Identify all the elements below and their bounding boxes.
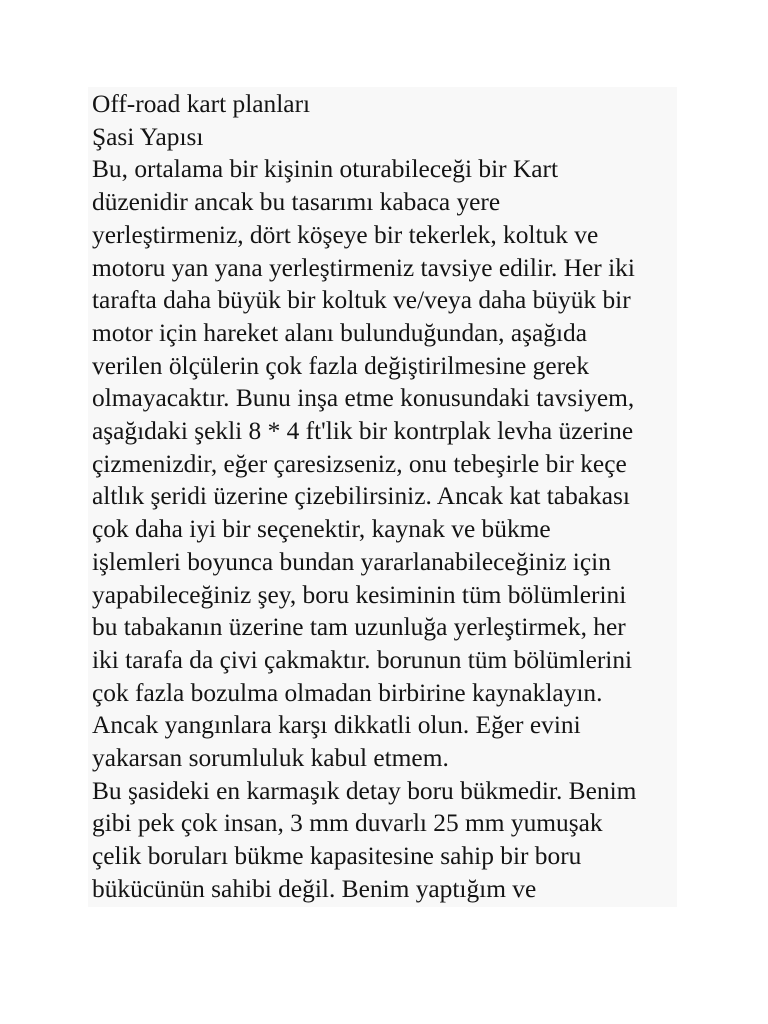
paragraph-2-line: gibi pek çok insan, 3 mm duvarlı 25 mm yumuşak (92, 809, 603, 838)
paragraph-1-line: iki tarafa da çivi çakmaktır. borunun tüm bölümlerini (92, 645, 633, 674)
paragraph-1-line: motor için hareket alanı bulunduğundan, aşağıda (92, 318, 587, 347)
paragraph-1-line: çok fazla bozulma olmadan birbirine kaynaklayın. (92, 678, 603, 707)
section-heading: Şasi Yapısı (92, 122, 204, 151)
paragraph-2-line: bükücünün sahibi değil. Benim yaptığım ve (92, 874, 537, 903)
document-text-block (88, 87, 677, 907)
paragraph-1-line: çizmenizdir, eğer çaresizseniz, onu tebeşirle bir keçe (92, 449, 627, 478)
paragraph-1-line: verilen ölçülerin çok fazla değiştirilmesine gerek (92, 351, 590, 380)
paragraph-1-line: yakarsan sorumluluk kabul etmem. (92, 744, 449, 773)
paragraph-1-line: motoru yan yana yerleştirmeniz tavsiye edilir. Her iki (92, 253, 635, 282)
paragraph-1-line: bu tabakanın üzerine tam uzunluğa yerleştirmek, her (92, 613, 626, 642)
paragraph-1-line: işlemleri boyunca bundan yararlanabileceğiniz için (92, 547, 611, 576)
paragraph-2-line: çelik boruları bükme kapasitesine sahip bir boru (92, 842, 582, 871)
paragraph-1-line: aşağıdaki şekli 8 * 4 ft'lik bir kontrplak levha üzerine (92, 417, 634, 446)
paragraph-1-line: yapabileceğiniz şey, boru kesiminin tüm bölümlerini (92, 580, 627, 609)
paragraph-1-line: tarafta daha büyük bir koltuk ve/veya daha büyük bir (92, 286, 631, 315)
paragraph-2-line: Bu şasideki en karmaşık detay boru bükmedir. Benim (92, 776, 637, 805)
paragraph-1-line: Bu, ortalama bir kişinin oturabileceği bir Kart (92, 155, 559, 184)
document-title: Off-road kart planları (92, 90, 311, 118)
paragraph-1-line: yerleştirmeniz, dört köşeye bir tekerlek, koltuk ve (92, 220, 599, 249)
paragraph-1-line: düzenidir ancak bu tasarımı kabaca yere (92, 188, 501, 217)
paragraph-1-line: olmayacaktır. Bunu inşa etme konusundaki tavsiyem, (92, 384, 635, 413)
paragraph-1-line: altlık şeridi üzerine çizebilirsiniz. Ancak kat tabakası (92, 482, 630, 511)
paragraph-1-line: Ancak yangınlara karşı dikkatli olun. Eğer evini (92, 711, 581, 740)
paragraph-1-line: çok daha iyi bir seçenektir, kaynak ve bükme (92, 515, 551, 544)
